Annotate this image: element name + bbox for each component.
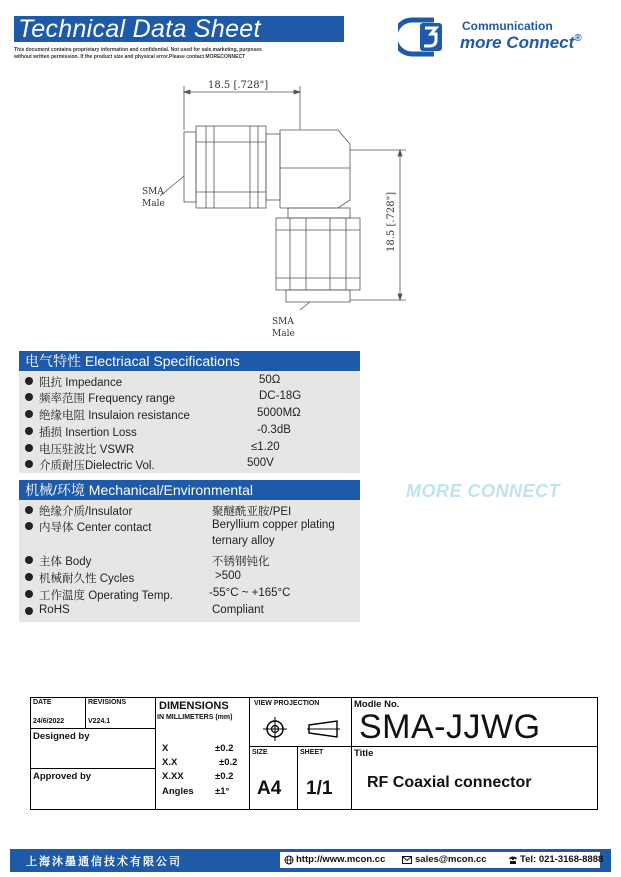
footer-bar	[10, 849, 611, 872]
bullet-icon	[25, 444, 33, 452]
designed-by-label: Designed by	[33, 731, 90, 742]
sma-left-label: SMA	[142, 187, 164, 197]
email-link[interactable]: sales@mcon.cc	[415, 854, 487, 865]
tolerance-key: X.X	[162, 757, 178, 768]
date-label: DATE	[33, 699, 52, 706]
bullet-icon	[25, 522, 33, 530]
bullet-icon	[25, 506, 33, 514]
spec-value: -0.3dB	[257, 424, 291, 436]
spec-label: 内导体 Center contact	[39, 522, 152, 534]
tolerance-key: Angles	[162, 786, 194, 797]
globe-icon	[284, 855, 294, 865]
bullet-icon	[25, 607, 33, 615]
spec-label: 机械耐久性 Cycles	[39, 573, 135, 585]
dim-right-label: 18.5 [.728"]	[386, 191, 397, 252]
mail-icon	[402, 855, 412, 865]
bullet-icon	[25, 410, 33, 418]
spec-value: Beryllium copper plating	[212, 519, 335, 531]
dimensions-title: DIMENSIONS	[159, 700, 229, 712]
date-value: 24/6/2022	[33, 718, 65, 725]
bullet-icon	[25, 377, 33, 385]
male-left-label: Male	[142, 199, 165, 209]
sheet-value: 1/1	[306, 778, 333, 799]
spec-value: Compliant	[212, 604, 264, 616]
contact-strip	[280, 852, 604, 868]
spec-value: ≤1.20	[251, 441, 280, 453]
spec-label: RoHS	[39, 604, 70, 616]
spec-value: 500V	[247, 457, 274, 469]
bullet-icon	[25, 573, 33, 581]
title-value: RF Coaxial connector	[367, 774, 532, 791]
model-label: Modle No.	[354, 699, 400, 710]
dim-top-label: 18.5 [.728"]	[208, 80, 269, 91]
bullet-icon	[25, 556, 33, 564]
spec-value: 聚醚酰亚胺/PEI	[212, 506, 292, 518]
revision-value: V224.1	[88, 718, 111, 725]
disclaimer-line-1: This document contains proprietary information and confidential. Not used for sale,marketing, purposes	[14, 47, 262, 53]
company-name: 上海沐墨通信技术有限公司	[26, 856, 182, 868]
spec-value: 5000MΩ	[257, 407, 301, 419]
spec-label: 工作温度 Operating Temp.	[39, 590, 174, 602]
title-label: Title	[354, 748, 374, 759]
model-value: SMA-JJWG	[359, 708, 541, 746]
mechanical-spec-list	[19, 500, 360, 622]
spec-value: 不锈钢钝化	[212, 556, 270, 568]
bullet-icon	[25, 460, 33, 468]
disclaimer	[14, 47, 354, 61]
tolerance-value: ±0.2	[215, 771, 234, 782]
spec-label: 绝缘介质/Insulator	[39, 506, 133, 518]
spec-label: 介质耐压Dielectric Vol.	[39, 460, 155, 472]
size-value: A4	[257, 778, 282, 799]
tolerance-key: X	[162, 743, 169, 754]
website-link[interactable]: http://www.mcon.cc	[296, 854, 386, 865]
view-projection-label: VIEW PROJECTION	[254, 700, 320, 707]
phone-number: Tel: 021-3168-8888	[520, 854, 604, 865]
page-title: Technical Data Sheet	[14, 16, 344, 42]
approved-by-label: Approved by	[33, 771, 92, 782]
sheet-label: SHEET	[300, 749, 324, 756]
electrical-spec-list	[19, 371, 360, 473]
size-label: SIZE	[252, 749, 268, 756]
tolerance-key: X.XX	[162, 771, 184, 782]
spec-label: 阻抗 Impedance	[39, 377, 123, 389]
spec-value: -55°C ~ +165°C	[209, 587, 291, 599]
connector-drawing	[100, 70, 430, 350]
spec-value-line-2: ternary alloy	[212, 535, 275, 547]
brand-logo-icon	[398, 17, 456, 57]
dimensions-unit: IN MILLIMETERS (mm)	[157, 714, 233, 721]
spec-value: 50Ω	[259, 374, 281, 386]
brand-name	[460, 33, 582, 53]
male-bottom-label: Male	[272, 329, 295, 339]
spec-value: >500	[215, 570, 241, 582]
bullet-icon	[25, 393, 33, 401]
electrical-heading: 电气特性 Electriacal Specifications	[19, 351, 360, 371]
brand-tagline: Communication	[462, 19, 553, 33]
brand-name-text: more Connect	[460, 33, 575, 52]
tolerance-value: ±0.2	[219, 757, 238, 768]
spec-label: 主体 Body	[39, 556, 92, 568]
bullet-icon	[25, 590, 33, 598]
disclaimer-line-2: without written permission. If the product size and physical error.Please contact MORECONNECT	[14, 54, 246, 60]
projection-circle-icon	[261, 716, 291, 742]
phone-icon	[508, 855, 518, 865]
bullet-icon	[25, 427, 33, 435]
title-block	[30, 697, 598, 810]
registered-mark: ®	[574, 33, 582, 44]
projection-cone-icon	[307, 720, 341, 738]
spec-label: 电压驻波比 VSWR	[39, 444, 135, 456]
tolerance-value: ±0.2	[215, 743, 234, 754]
mechanical-heading: 机械/环境 Mechanical/Environmental	[19, 480, 360, 500]
spec-label: 绝缘电阻 Insulaion resistance	[39, 410, 190, 422]
revisions-label: REVISIONS	[88, 699, 127, 706]
spec-label: 插损 Insertion Loss	[39, 427, 137, 439]
spec-value: DC-18G	[259, 390, 302, 402]
sma-bottom-label: SMA	[272, 317, 294, 327]
spec-label: 频率范围 Frequency range	[39, 393, 176, 405]
tolerance-value: ±1°	[215, 786, 230, 797]
watermark: MORE CONNECT	[406, 481, 560, 501]
